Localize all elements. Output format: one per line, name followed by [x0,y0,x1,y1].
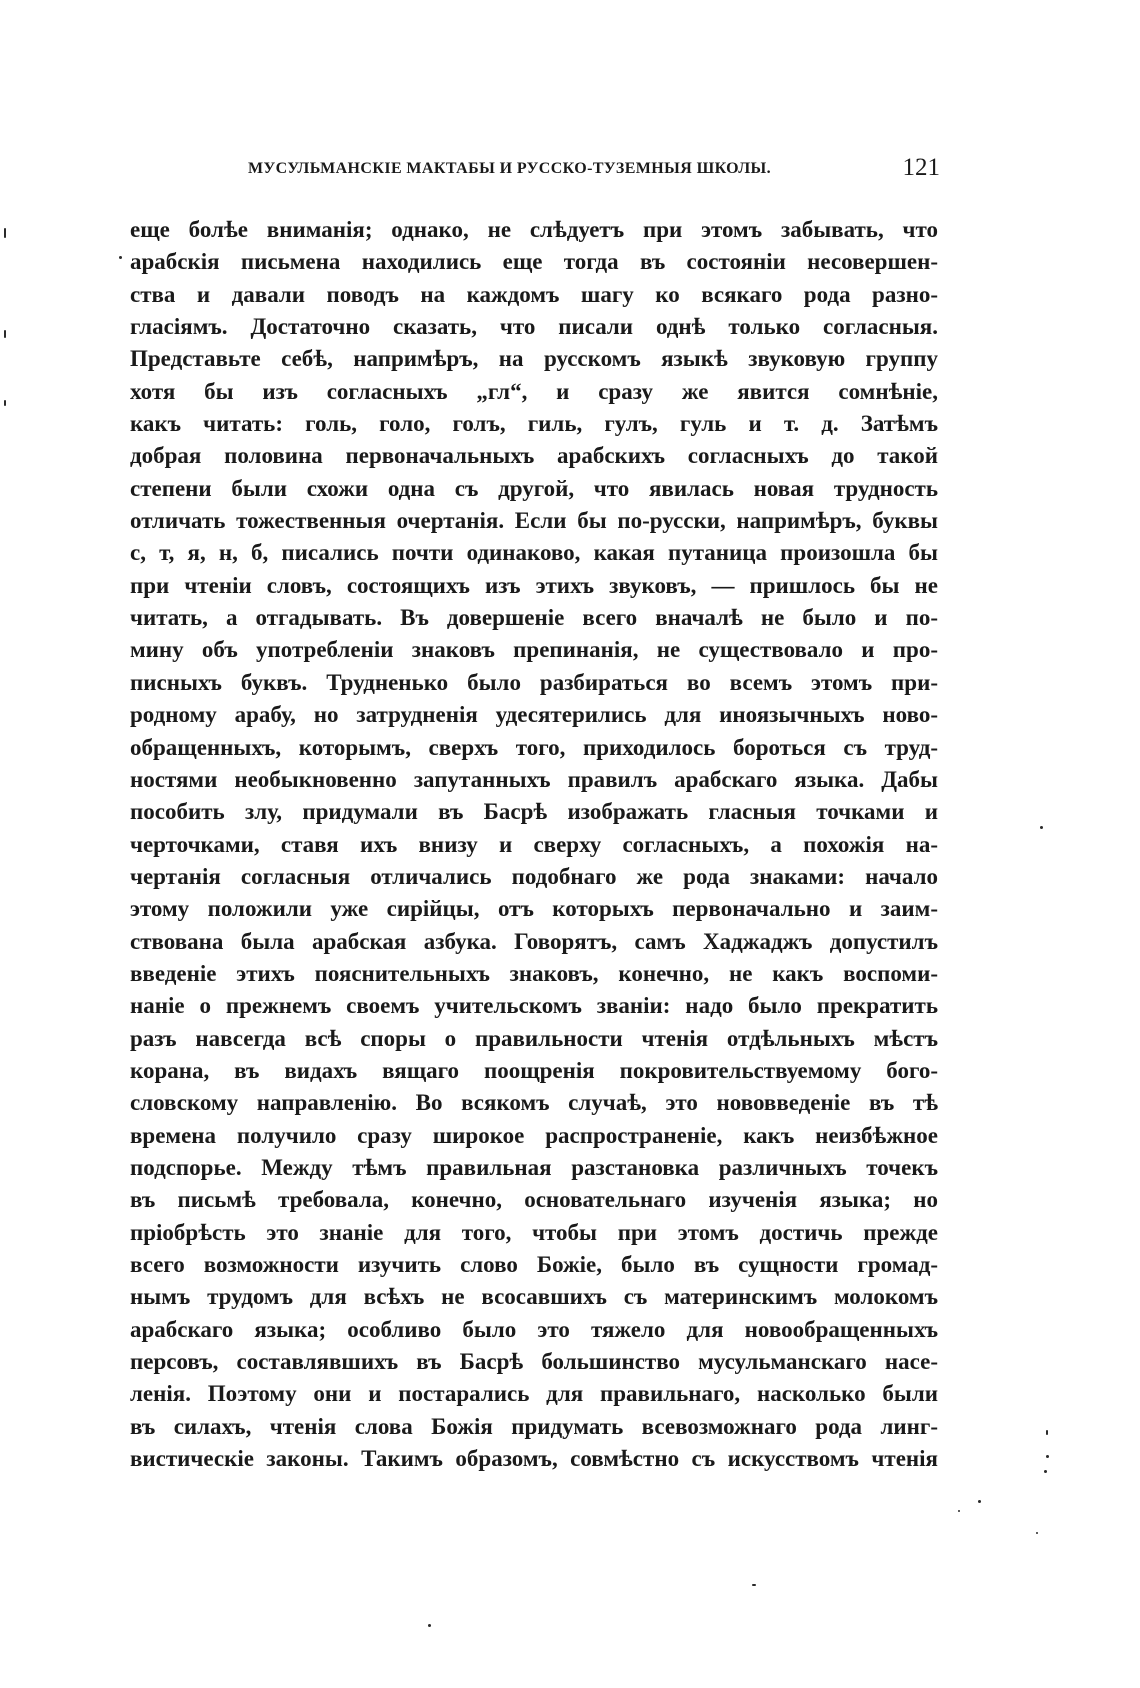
text-line: наніе о прежнемъ своемъ учительскомъ званіи: надо было прекратить [130,993,938,1019]
text-line: корана, въ видахъ вящаго поощренія покровительствуемому бого- [130,1057,938,1083]
text-line: писныхъ буквъ. Трудненько было разбираться во всемъ этомъ при- [130,669,938,695]
scan-speck [1046,1430,1048,1435]
scan-speck [4,330,6,338]
text-line: при чтеніи словъ, состоящихъ изъ этихъ звуковъ, — пришлось бы не [130,572,938,598]
text-line: ства и давали поводъ на каждомъ шагу ко всякаго рода разно- [130,281,938,307]
scan-speck [4,400,6,406]
scan-speck [1046,1455,1049,1458]
scan-speck [958,1510,960,1512]
text-line: чертанія согласныя отличались подобнаго же рода знаками: начало [130,863,938,889]
text-line: разъ навсегда всѣ споры о правильности чтенія отдѣльныхъ мѣстъ [130,1025,938,1051]
scan-speck [4,228,6,238]
text-line: с, т, я, н, б, писались почти одинаково, какая путаница произошла бы [130,540,938,566]
text-line: еще болѣе вниманія; однако, не слѣдуетъ при этомъ забывать, что [130,217,938,242]
text-line: Представьте себѣ, напримѣръ, на русскомъ языкѣ звуковую группу [130,346,938,372]
text-line: этому положили уже сирійцы, отъ которыхъ первоначально и заим- [130,896,938,922]
text-line: вистическіе законы. Такимъ образомъ, совмѣстно съ искусствомъ чтенія [130,1446,938,1472]
scan-speck [978,1500,981,1503]
text-line: въ силахъ, чтенія слова Божія придумать всевозможнаго рода линг- [130,1413,938,1439]
scan-speck [119,256,122,259]
text-line: степени были схожи одна съ другой, что явилась новая трудность [130,475,938,501]
scan-speck [428,1624,431,1627]
text-line: словскому направленію. Во всякомъ случаѣ, это нововведеніе въ тѣ [130,1090,938,1116]
page-header [248,154,940,188]
text-line: всего возможности изучить слово Божіе, было въ сущности громад- [130,1252,938,1277]
text-line: персовъ, составлявшихъ въ Басрѣ большинство мусульманскаго насе- [130,1349,938,1375]
text-line: пріобрѣсть это знаніе для того, чтобы при этомъ достичь прежде [130,1219,938,1245]
text-line: ствована была арабская азбука. Говорятъ, самъ Хаджаджъ допустилъ [130,928,938,954]
scan-speck [752,1584,756,1586]
text-line: гласіямъ. Достаточно сказать, что писали однѣ только согласныя. [130,314,938,340]
text-line: введеніе этихъ пояснительныхъ знаковъ, конечно, не какъ воспоми- [130,960,938,986]
text-line: родному арабу, но затрудненія удесятерились для иноязычныхъ ново- [130,702,938,728]
scan-speck [1036,1532,1038,1534]
text-line: подспорье. Между тѣмъ правильная разстановка различныхъ точекъ [130,1154,938,1180]
text-line: времена получило сразу широкое распространеніе, какъ неизбѣжное [130,1122,938,1148]
text-line: обращенныхъ, которымъ, сверхъ того, приходилось бороться съ труд- [130,734,938,760]
text-line: нымъ трудомъ для всѣхъ не всосавшихъ съ материнскимъ молокомъ [130,1284,938,1310]
text-line: добрая половина первоначальныхъ арабскихъ согласныхъ до такой [130,443,938,469]
running-title: МУСУЛЬМАНСКІЕ МАКТАБЫ И РУССКО-ТУЗЕМНЫЯ ШКОЛЫ. [248,160,772,177]
text-line: арабскія письмена находились еще тогда въ состояніи несовершен- [130,249,938,275]
text-line: читать, а отгадывать. Въ довершеніе всего вначалѣ не было и по- [130,605,938,631]
text-line: въ письмѣ требовала, конечно, основательнаго изученія языка; но [130,1187,938,1213]
scan-speck [1040,826,1043,829]
body-text [130,214,938,1475]
scan-speck [1044,1470,1047,1473]
text-line: какъ читать: голь, голо, голъ, гиль, гулъ, гуль и т. д. Затѣмъ [130,411,938,437]
text-line: пособить злу, придумали въ Басрѣ изображать гласныя точками и [130,799,938,825]
text-line: мину объ употребленіи знаковъ препинанія, не существовало и про- [130,637,938,663]
text-line: арабскаго языка; особливо было это тяжело для новообращенныхъ [130,1316,938,1342]
text-line: ностями необыкновенно запутанныхъ правилъ арабскаго языка. Дабы [130,766,938,792]
text-line: отличать тожественныя очертанія. Если бы по-русски, напримѣръ, буквы [130,508,938,534]
text-line: черточками, ставя ихъ внизу и сверху согласныхъ, а похожія на- [130,831,938,857]
text-line: хотя бы изъ согласныхъ „гл“, и сразу же явится сомнѣніе, [130,378,938,404]
page-number: 121 [902,154,940,181]
text-line: ленія. Поэтому они и постарались для правильнаго, насколько были [130,1381,938,1407]
